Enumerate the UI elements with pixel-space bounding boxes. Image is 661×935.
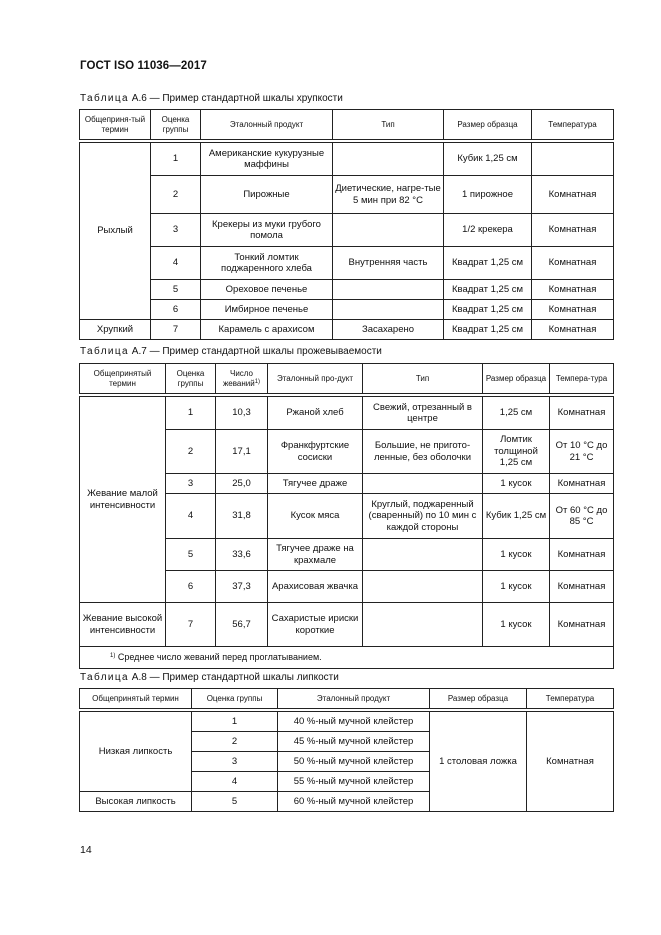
product-cell: 45 %-ный мучной клейстер [278, 732, 430, 752]
table-a7-footnote [80, 647, 614, 669]
footnote-text: Среднее число жеваний перед проглатыванием. [115, 652, 322, 663]
grade-cell: 5 [192, 792, 278, 812]
size-cell: 1 столовая ложка [430, 712, 527, 812]
table-a7-caption-title: А.7 — Пример стандартной шкалы прожевываемости [129, 346, 382, 357]
grade-cell: 2 [192, 732, 278, 752]
table-a8-caption [80, 672, 339, 683]
temp-cell: Комнатная [532, 280, 614, 300]
table-a7 [79, 363, 614, 669]
product-cell: Крекеры из муки грубого помола [201, 214, 333, 247]
product-cell: Франкфуртские сосиски [268, 430, 363, 474]
grade-cell: 3 [151, 214, 201, 247]
type-cell [363, 474, 483, 494]
temp-cell: Комнатная [532, 214, 614, 247]
grade-cell: 7 [166, 603, 216, 647]
grade-cell: 5 [166, 539, 216, 571]
table-a7-col-type: Тип [363, 364, 483, 394]
grade-cell: 6 [151, 300, 201, 320]
size-cell: Квадрат 1,25 см [444, 300, 532, 320]
table-row [80, 320, 614, 340]
product-cell: 55 %-ный мучной клейстер [278, 772, 430, 792]
table-a6 [79, 109, 614, 340]
grade-cell: 1 [166, 397, 216, 430]
chews-cell: 17,1 [216, 430, 268, 474]
grade-cell: 2 [151, 176, 201, 214]
type-cell: Засахарено [333, 320, 444, 340]
product-cell: Кусок мяса [268, 494, 363, 539]
temp-cell: Комнатная [532, 300, 614, 320]
document-header: ГОСТ ISO 11036—2017 [80, 60, 207, 72]
table-row [80, 214, 614, 247]
type-cell: Круглый, поджаренный (сваренный) по 10 мин с каждой стороны [363, 494, 483, 539]
type-cell: Свежий, отрезанный в центре [363, 397, 483, 430]
table-a6-caption-title: А.6 — Пример стандартной шкалы хрупкости [129, 93, 343, 104]
type-cell [363, 571, 483, 603]
chews-cell: 31,8 [216, 494, 268, 539]
size-cell: 1/2 крекера [444, 214, 532, 247]
temp-cell: Комнатная [550, 539, 614, 571]
product-cell: 50 %-ный мучной клейстер [278, 752, 430, 772]
size-cell: 1 кусок [483, 603, 550, 647]
size-cell: Квадрат 1,25 см [444, 320, 532, 340]
product-cell: Тягучее драже [268, 474, 363, 494]
type-cell [333, 300, 444, 320]
table-a7-caption-prefix: Таблица [80, 346, 130, 357]
term-cell: Низкая липкость [80, 712, 192, 792]
grade-cell: 4 [192, 772, 278, 792]
table-a7-col-term: Общепринятый термин [80, 364, 166, 394]
table-a7-col-size: Размер образца [483, 364, 550, 394]
table-a6-caption [80, 93, 343, 104]
size-cell: 1,25 см [483, 397, 550, 430]
type-cell [333, 143, 444, 176]
product-cell: Ореховое печенье [201, 280, 333, 300]
chews-cell: 56,7 [216, 603, 268, 647]
table-a7-col-chews [216, 364, 268, 394]
type-cell [363, 603, 483, 647]
size-cell: Ломтик толщиной 1,25 см [483, 430, 550, 474]
grade-cell: 4 [166, 494, 216, 539]
table-a7-caption [80, 346, 382, 357]
type-cell [363, 539, 483, 571]
size-cell: Квадрат 1,25 см [444, 280, 532, 300]
table-footnote-row [80, 647, 614, 669]
table-a6-col-term: Общеприня-тый термин [80, 110, 151, 140]
temp-cell: Комнатная [550, 603, 614, 647]
temp-cell: Комнатная [532, 176, 614, 214]
chews-cell: 37,3 [216, 571, 268, 603]
term-cell: Жевание малой интенсивности [80, 397, 166, 603]
table-a7-col-temp: Темпера-тура [550, 364, 614, 394]
grade-cell: 1 [192, 712, 278, 732]
table-a7-col-product: Эталонный про-дукт [268, 364, 363, 394]
product-cell: Пирожные [201, 176, 333, 214]
term-cell: Хрупкий [80, 320, 151, 340]
grade-cell: 3 [166, 474, 216, 494]
size-cell: 1 кусок [483, 571, 550, 603]
table-a8-caption-title: А.8 — Пример стандартной шкалы липкости [129, 672, 339, 683]
footnote-mark: 1) [110, 653, 116, 660]
grade-cell: 6 [166, 571, 216, 603]
table-row [80, 397, 614, 430]
size-cell: 1 кусок [483, 539, 550, 571]
table-a6-col-temp: Температура [532, 110, 614, 140]
chews-cell: 10,3 [216, 397, 268, 430]
table-row [80, 143, 614, 176]
temp-cell: От 60 °С до 85 °С [550, 494, 614, 539]
table-a8-col-temp: Температура [527, 689, 614, 709]
product-cell: Сахаристые ириски короткие [268, 603, 363, 647]
chews-header-label: Число жеваний [222, 368, 255, 388]
table-row [80, 247, 614, 280]
table-a6-col-grade: Оценка группы [151, 110, 201, 140]
table-row [80, 300, 614, 320]
chews-cell: 33,6 [216, 539, 268, 571]
product-cell: 40 %-ный мучной клейстер [278, 712, 430, 732]
size-cell: 1 пирожное [444, 176, 532, 214]
grade-cell: 4 [151, 247, 201, 280]
table-a7-col-grade: Оценка группы [166, 364, 216, 394]
term-cell: Рыхлый [80, 143, 151, 320]
chews-footnote-mark: 1) [254, 378, 261, 385]
table-row [80, 280, 614, 300]
temp-cell: От 10 °С до 21 °С [550, 430, 614, 474]
term-cell: Высокая липкость [80, 792, 192, 812]
table-row [80, 712, 614, 732]
product-cell: Карамель с арахисом [201, 320, 333, 340]
table-a8 [79, 688, 614, 812]
chews-cell: 25,0 [216, 474, 268, 494]
table-a8-col-product: Эталонный продукт [278, 689, 430, 709]
temp-cell [532, 143, 614, 176]
term-cell: Жевание высокой интенсивности [80, 603, 166, 647]
table-a6-col-size: Размер образца [444, 110, 532, 140]
size-cell: 1 кусок [483, 474, 550, 494]
table-a8-col-size: Размер образца [430, 689, 527, 709]
temp-cell: Комнатная [532, 320, 614, 340]
page-number: 14 [80, 844, 92, 856]
product-cell: Тонкий ломтик поджаренного хлеба [201, 247, 333, 280]
temp-cell: Комнатная [550, 474, 614, 494]
type-cell: Внутренняя часть [333, 247, 444, 280]
grade-cell: 3 [192, 752, 278, 772]
temp-cell: Комнатная [532, 247, 614, 280]
table-row [80, 176, 614, 214]
grade-cell: 2 [166, 430, 216, 474]
type-cell [333, 280, 444, 300]
temp-cell: Комнатная [527, 712, 614, 812]
temp-cell: Комнатная [550, 397, 614, 430]
type-cell [333, 214, 444, 247]
size-cell: Кубик 1,25 см [444, 143, 532, 176]
type-cell: Большие, не пригото-ленные, без оболочки [363, 430, 483, 474]
product-cell: Арахисовая жвачка [268, 571, 363, 603]
temp-cell: Комнатная [550, 571, 614, 603]
table-row [80, 603, 614, 647]
size-cell: Кубик 1,25 см [483, 494, 550, 539]
product-cell: 60 %-ный мучной клейстер [278, 792, 430, 812]
grade-cell: 5 [151, 280, 201, 300]
grade-cell: 7 [151, 320, 201, 340]
table-a8-col-term: Общепринятый термин [80, 689, 192, 709]
type-cell: Диетические, нагре-тые 5 мин при 82 °С [333, 176, 444, 214]
table-a8-caption-prefix: Таблица [80, 672, 130, 683]
product-cell: Имбирное печенье [201, 300, 333, 320]
table-a6-col-type: Тип [333, 110, 444, 140]
product-cell: Тягучее драже на крахмале [268, 539, 363, 571]
grade-cell: 1 [151, 143, 201, 176]
table-a8-col-grade: Оценка группы [192, 689, 278, 709]
product-cell: Американские кукурузные маффины [201, 143, 333, 176]
table-a6-col-product: Эталонный продукт [201, 110, 333, 140]
size-cell: Квадрат 1,25 см [444, 247, 532, 280]
product-cell: Ржаной хлеб [268, 397, 363, 430]
table-a6-caption-prefix: Таблица [80, 93, 130, 104]
